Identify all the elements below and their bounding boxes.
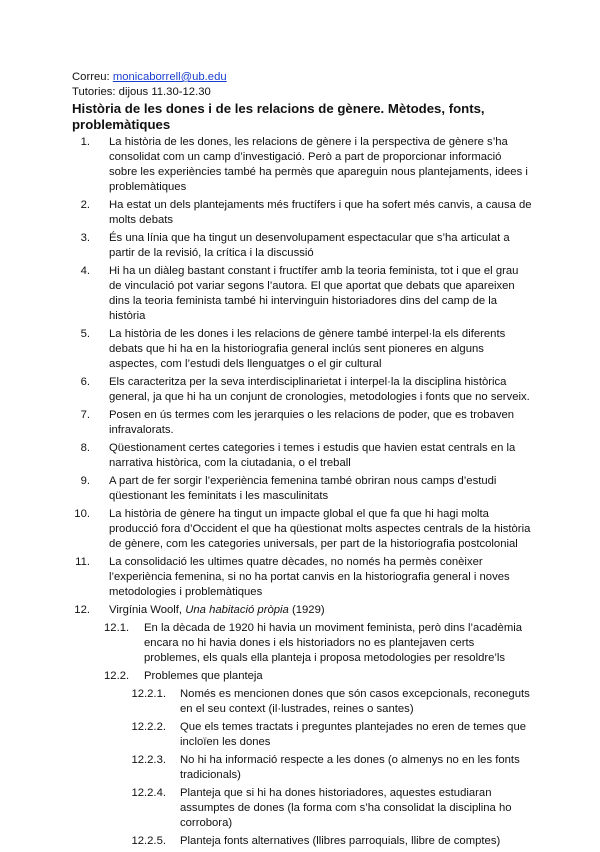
- woolf-book-title: Una habitació pròpia: [185, 604, 289, 616]
- main-list: [72, 135, 532, 849]
- sub-list-item: 12.2. Problemes que planteja: [104, 670, 263, 682]
- email-line: [72, 70, 532, 85]
- sub-sub-list-item: 12.2.3. No hi ha informació respecte a les dones (o almenys no en les fonts tradicionals): [131, 754, 520, 781]
- tutories-line: Tutories: dijous 11.30-12.30: [72, 86, 211, 98]
- woolf-year: (1929): [288, 604, 325, 616]
- list-item: 1. La història de les dones, les relacions de gènere i la perspectiva de gènere s’ha consolidat com un camp d’investigació. Però a part de proporcionar informació sobre les experiències també ha permès que apareguin nous plantejaments, idees i problemàtiques: [80, 136, 528, 193]
- woolf-author: Virgínia Woolf,: [109, 604, 186, 616]
- list-item: 9. A part de fer sorgir l’experiència femenina també obriran nous camps d’estudi qüestionant les feminitats i les masculinitats: [80, 475, 497, 502]
- list-item: 11. La consolidació les ultimes quatre dècades, no només ha permès conèixer l’experiència femenina, si no ha portat canvis en la historiografia general i noves metodologies i problemàtiques: [75, 556, 510, 598]
- list-item-woolf: 12. Virgínia Woolf, Una habitació pròpia (1929): [74, 604, 325, 616]
- sub-sub-list-item: 12.2.1. Només es mencionen dones que són casos excepcionals, reconeguts en el seu context (il·lustrades, reines o santes): [131, 688, 530, 715]
- email-label: Correu:: [72, 71, 113, 83]
- sub-sub-list-item: 12.2.2. Que els temes tractats i preguntes plantejades no eren de temes que incloïen les dones: [131, 721, 527, 748]
- document-page: [72, 70, 532, 852]
- list-item: 8. Qüestionament certes categories i temes i estudis que havien estat centrals en la narrativa històrica, com la ciutadania, o el treball: [80, 442, 516, 469]
- list-item: 3. És una línia que ha tingut un desenvolupament espectacular que s’ha articulat a partir de la revisió, la crítica i la discussió: [80, 232, 510, 259]
- sub-list-item: 12.1. En la dècada de 1920 hi havia un moviment feminista, però dins l’acadèmia encara no hi havia dones i els historiadors no es plantejaven certs problemes, els quals ella planteja i proposa metodologies per resoldre’ls: [104, 622, 523, 664]
- list-item: 10. La història de gènere ha tingut un impacte global el que fa que hi hagi molta producció fora d’Occident el que ha qüestionat molts aspectes centrals de la història de gènere, com les categories universals, per part de la historiografia postcolonial: [74, 508, 531, 550]
- list-item: 2. Ha estat un dels plantejaments més fructífers i que ha sofert més canvis, a causa de molts debats: [80, 199, 532, 226]
- list-item: 6. Els caracteritza per la seva interdisciplinarietat i interpel·la la disciplina històrica general, ja que hi ha un conjunt de cronologies, metodologies i fonts que no serveix.: [80, 376, 530, 403]
- sub-sub-list-item: 12.2.5. Planteja fonts alternatives (llibres parroquials, llibre de comptes): [131, 835, 501, 847]
- email-link[interactable]: monicaborrell@ub.edu: [112, 71, 227, 83]
- document-title: Història de les dones i de les relacions de gènere. Mètodes, fonts, problemàtiques: [72, 101, 485, 132]
- list-item: 7. Posen en ús termes com les jerarquies o les relacions de poder, que es trobaven infravalorats.: [80, 409, 515, 436]
- list-item: 5. La història de les dones i les relacions de gènere també interpel·la els diferents debats que hi ha en la historiografia general inclús sent pioneres en alguns aspectes, com l’estudi dels llenguatges o el gir cultural: [80, 328, 506, 370]
- sub-sub-list-item: 12.2.4. Planteja que si hi ha dones historiadores, aquestes estudiaran assumptes de dones (la forma com s’ha consolidat la disciplina ho corrobora): [131, 787, 512, 829]
- list-item: 4. Hi ha un diàleg bastant constant i fructífer amb la teoria feminista, tot i que el grau de vinculació pot variar segons l’autora. El que aportat que debats que apareixen dins la teoria feminista també hi intervinguin historiadores dins del camp de la història: [80, 265, 519, 322]
